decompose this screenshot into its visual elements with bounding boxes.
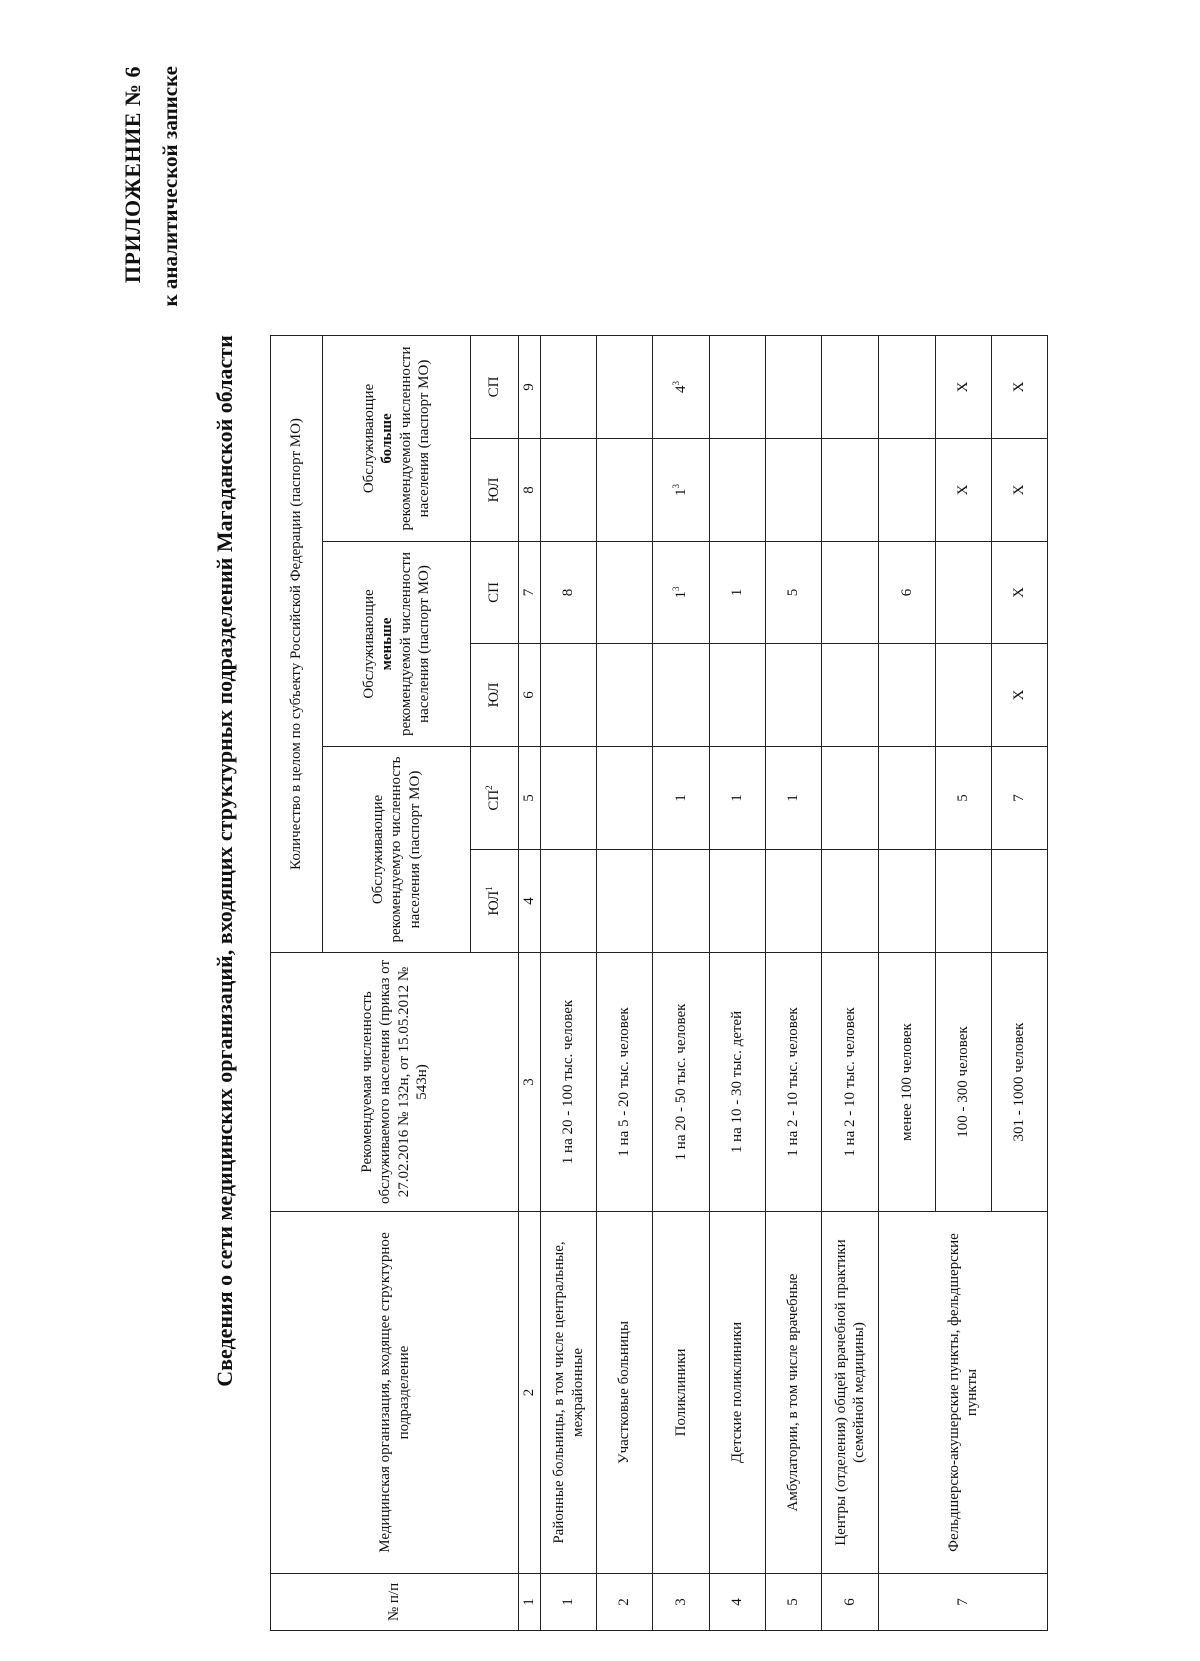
value-cell: 1 <box>710 747 766 850</box>
row-rec: 100 - 300 человек <box>936 953 992 1212</box>
value-cell <box>597 542 653 644</box>
row-rec: менее 100 человек <box>879 953 936 1212</box>
value-cell: X <box>992 336 1048 439</box>
value-cell <box>710 439 766 542</box>
value-cell <box>822 336 879 439</box>
row-num: 4 <box>710 1574 766 1631</box>
table-row <box>766 336 822 1631</box>
colnum-cell: 7 <box>519 542 541 644</box>
value-cell <box>541 336 597 439</box>
value-cell: X <box>992 439 1048 542</box>
value-cell <box>822 850 879 953</box>
value-cell <box>597 850 653 953</box>
column-number-row <box>519 336 541 1631</box>
row-num: 6 <box>822 1574 879 1631</box>
value-cell <box>936 644 992 747</box>
value-cell <box>597 747 653 850</box>
value-cell <box>710 644 766 747</box>
value-cell: 1 <box>653 747 710 850</box>
value-cell: 5 <box>766 542 822 644</box>
row-org: Фельдшерско-акушерские пункты, фельдшерские пункты <box>879 1212 1048 1574</box>
table-row <box>653 336 710 1631</box>
value-cell <box>879 439 936 542</box>
header-sp: СП <box>471 542 519 644</box>
value-cell <box>541 439 597 542</box>
header-sp2: $СП^2$ <box>471 747 519 850</box>
value-cell <box>766 336 822 439</box>
row-rec: 1 на 5 - 20 тыс. человек <box>597 953 653 1212</box>
value-cell: $4^3$ <box>653 336 710 439</box>
value-cell <box>822 747 879 850</box>
value-cell: $1^3$ <box>653 542 710 644</box>
header-num: № п/п <box>271 1574 519 1631</box>
appendix-subtitle: к аналитической записке <box>158 66 182 307</box>
row-rec: 1 на 2 - 10 тыс. человек <box>766 953 822 1212</box>
row-org: Поликлиники <box>653 1212 710 1574</box>
value-cell <box>766 644 822 747</box>
row-num: 5 <box>766 1574 822 1631</box>
value-cell <box>936 850 992 953</box>
value-cell <box>879 850 936 953</box>
value-cell <box>541 747 597 850</box>
value-cell <box>710 336 766 439</box>
value-cell: 7 <box>992 747 1048 850</box>
value-cell <box>710 850 766 953</box>
row-org: Участковые больницы <box>597 1212 653 1574</box>
value-cell <box>653 850 710 953</box>
header-group-less: Обслуживающие меньше рекомендуемой численности населения (паспорт МО) <box>323 542 471 747</box>
value-cell <box>653 644 710 747</box>
header-sp: СП <box>471 336 519 439</box>
row-rec: 1 на 20 - 100 тыс. человек <box>541 953 597 1212</box>
row-org: Детские поликлиники <box>710 1212 766 1574</box>
appendix-title: ПРИЛОЖЕНИЕ № 6 <box>120 66 145 284</box>
row-num: 3 <box>653 1574 710 1631</box>
table-row <box>822 336 879 1631</box>
colnum-cell: 2 <box>519 1212 541 1574</box>
value-cell: X <box>992 542 1048 644</box>
value-cell <box>597 644 653 747</box>
header-qty: Количество в целом по субъекту Российской Федерации (паспорт МО) <box>271 336 323 953</box>
value-cell: 8 <box>541 542 597 644</box>
row-num: 1 <box>541 1574 597 1631</box>
value-cell <box>992 850 1048 953</box>
row-rec: 1 на 10 - 30 тыс. детей <box>710 953 766 1212</box>
colnum-cell: 1 <box>519 1574 541 1631</box>
header-yul: ЮЛ <box>471 439 519 542</box>
table-row <box>710 336 766 1631</box>
value-cell <box>766 850 822 953</box>
value-cell: 6 <box>879 542 936 644</box>
table-row <box>879 336 936 1631</box>
row-org: Районные больницы, в том числе центральные, межрайонные <box>541 1212 597 1574</box>
value-cell <box>766 439 822 542</box>
value-cell <box>879 336 936 439</box>
value-cell <box>879 747 936 850</box>
value-cell: 1 <box>710 542 766 644</box>
value-cell <box>597 336 653 439</box>
value-cell: X <box>936 336 992 439</box>
value-cell <box>936 542 992 644</box>
value-cell: $1^3$ <box>653 439 710 542</box>
colnum-cell: 6 <box>519 644 541 747</box>
colnum-cell: 5 <box>519 747 541 850</box>
medical-network-table <box>270 335 1048 1631</box>
colnum-cell: 4 <box>519 850 541 953</box>
document-title: Сведения о сети медицинских организаций, входящих структурных подразделений Магаданской области <box>212 335 237 1387</box>
row-org: Амбулатории, в том числе врачебные <box>766 1212 822 1574</box>
header-yul: ЮЛ <box>471 644 519 747</box>
header-group-more: Обслуживающие больше рекомендуемой численности населения (паспорт МО) <box>323 336 471 542</box>
value-cell: 1 <box>766 747 822 850</box>
value-cell: 5 <box>936 747 992 850</box>
table-row <box>541 336 597 1631</box>
colnum-cell: 3 <box>519 953 541 1212</box>
table-row <box>597 336 653 1631</box>
value-cell: X <box>992 644 1048 747</box>
header-rec: Рекомендуемая численность обслуживаемого населения (приказ от 27.02.2016 № 132н, от 15.05.2012 № 543н) <box>271 953 519 1212</box>
row-num: 7 <box>879 1574 1048 1631</box>
row-org: Центры (отделения) общей врачебной практики (семейной медицины) <box>822 1212 879 1574</box>
value-cell <box>822 439 879 542</box>
row-rec: 301 - 1000 человек <box>992 953 1048 1212</box>
header-org: Медицинская организация, входящее структурное подразделение <box>271 1212 519 1574</box>
value-cell <box>597 439 653 542</box>
row-rec: 1 на 20 - 50 тыс. человек <box>653 953 710 1212</box>
row-num: 2 <box>597 1574 653 1631</box>
colnum-cell: 9 <box>519 336 541 439</box>
value-cell <box>541 644 597 747</box>
value-cell <box>541 850 597 953</box>
header-yul1: $ЮЛ^1$ <box>471 850 519 953</box>
value-cell <box>822 644 879 747</box>
header-group-recommended: Обслуживающие рекомендуемую численность населения (паспорт МО) <box>323 747 471 953</box>
row-rec: 1 на 2 - 10 тыс. человек <box>822 953 879 1212</box>
value-cell <box>822 542 879 644</box>
value-cell: X <box>936 439 992 542</box>
colnum-cell: 8 <box>519 439 541 542</box>
value-cell <box>879 644 936 747</box>
